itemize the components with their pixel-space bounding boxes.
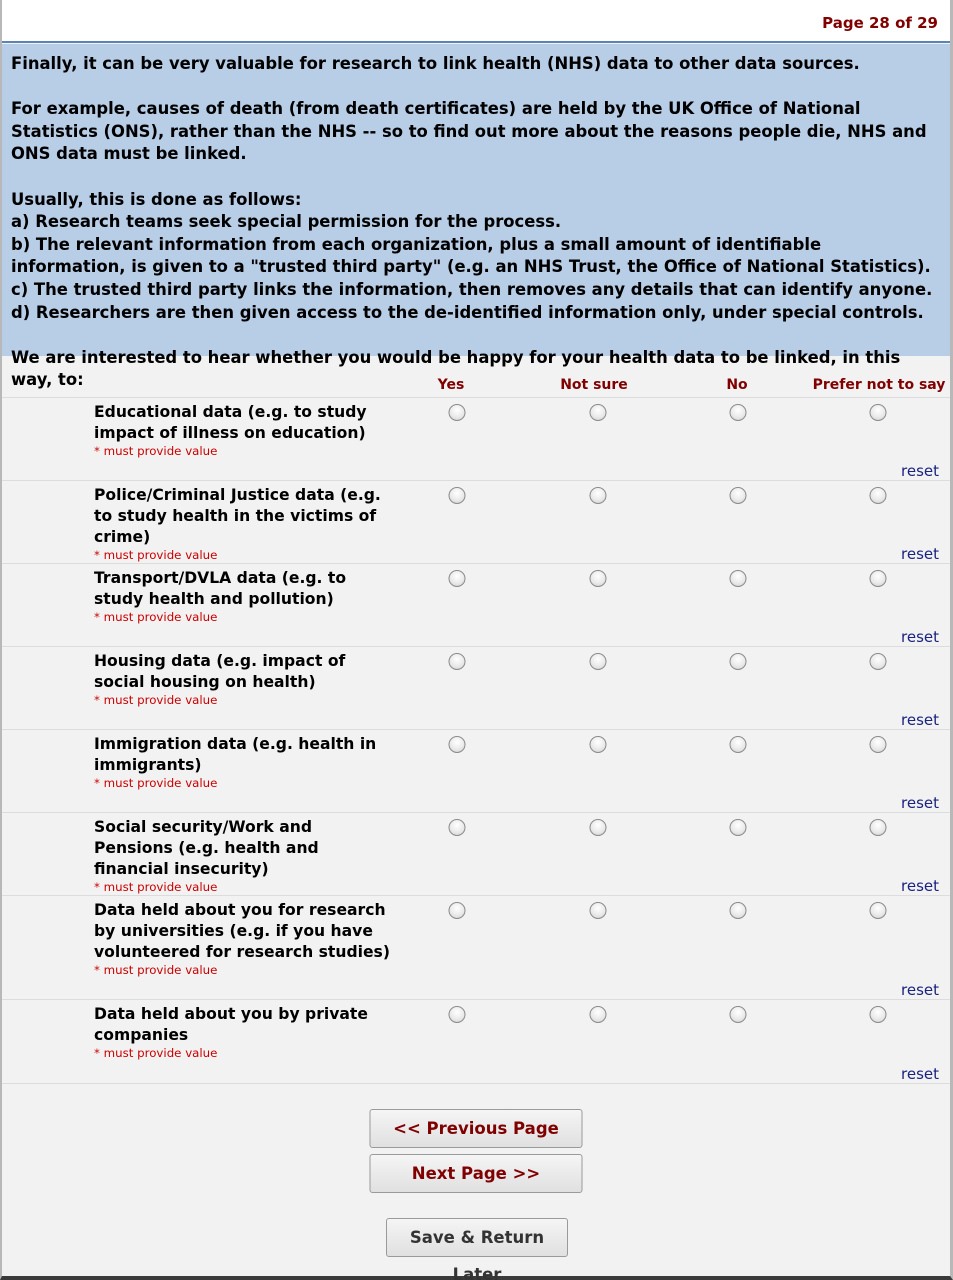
radio-yes[interactable] bbox=[449, 1006, 466, 1023]
radio-prefer-not-to-say[interactable] bbox=[870, 570, 887, 587]
intro-step-d: d) Researchers are then given access to the de-identified information only, under special controls. bbox=[11, 302, 924, 322]
next-page-button[interactable]: Next Page >> bbox=[370, 1154, 583, 1193]
question-text: Police/Criminal Justice data (e.g. to study health in the victims of crime) bbox=[94, 486, 381, 546]
question-label bbox=[94, 817, 394, 894]
question-label bbox=[94, 485, 394, 562]
save-return-later-button[interactable]: Save & Return Later bbox=[386, 1218, 568, 1257]
radio-prefer-not-to-say[interactable] bbox=[870, 736, 887, 753]
required-note: * must provide value bbox=[94, 776, 218, 790]
question-row bbox=[2, 1000, 950, 1084]
question-text: Data held about you for research by universities (e.g. if you have volunteered for research studies) bbox=[94, 901, 390, 961]
radio-prefer-not-to-say[interactable] bbox=[870, 487, 887, 504]
question-row bbox=[2, 398, 950, 481]
reset-link[interactable]: reset bbox=[901, 794, 939, 812]
intro-step-b: b) The relevant information from each organization, plus a small amount of identifiable information, is given to a "trusted third party" (e.g. an NHS Trust, the Office of National Statistics). bbox=[11, 234, 931, 277]
question-text: Social security/Work and Pensions (e.g. health and financial insecurity) bbox=[94, 818, 319, 878]
radio-no[interactable] bbox=[730, 653, 747, 670]
radio-no[interactable] bbox=[730, 902, 747, 919]
question-text: Immigration data (e.g. health in immigrants) bbox=[94, 735, 377, 774]
page-counter: Page 28 of 29 bbox=[822, 14, 938, 32]
question-row bbox=[2, 647, 950, 730]
question-row bbox=[2, 813, 950, 896]
column-header-yes: Yes bbox=[437, 377, 465, 393]
radio-yes[interactable] bbox=[449, 902, 466, 919]
question-label bbox=[94, 651, 394, 707]
radio-not-sure[interactable] bbox=[590, 736, 607, 753]
question-row bbox=[2, 564, 950, 647]
radio-no[interactable] bbox=[730, 1006, 747, 1023]
top-bar bbox=[2, 0, 950, 43]
radio-prefer-not-to-say[interactable] bbox=[870, 902, 887, 919]
required-note: * must provide value bbox=[94, 880, 218, 894]
radio-not-sure[interactable] bbox=[590, 404, 607, 421]
reset-link[interactable]: reset bbox=[901, 711, 939, 729]
question-text: Transport/DVLA data (e.g. to study health and pollution) bbox=[94, 569, 347, 608]
required-note: * must provide value bbox=[94, 1046, 218, 1060]
intro-step-a: a) Research teams seek special permission for the process. bbox=[11, 212, 562, 232]
column-header-not-sure: Not sure bbox=[560, 377, 628, 393]
intro-step-c: c) The trusted third party links the information, then removes any details that can identify anyone. bbox=[11, 279, 933, 299]
question-row bbox=[2, 481, 950, 564]
required-note: * must provide value bbox=[94, 548, 218, 562]
radio-no[interactable] bbox=[730, 736, 747, 753]
radio-no[interactable] bbox=[730, 819, 747, 836]
intro-paragraph-2: For example, causes of death (from death certificates) are held by the UK Office of National Statistics (ONS), rather than the NHS -- so to find out more about the reasons people die, NHS and ONS data must be linked. bbox=[11, 99, 927, 164]
required-note: * must provide value bbox=[94, 963, 218, 977]
question-row bbox=[2, 730, 950, 813]
radio-not-sure[interactable] bbox=[590, 819, 607, 836]
radio-yes[interactable] bbox=[449, 736, 466, 753]
radio-not-sure[interactable] bbox=[590, 487, 607, 504]
radio-not-sure[interactable] bbox=[590, 570, 607, 587]
required-note: * must provide value bbox=[94, 693, 218, 707]
question-text: Educational data (e.g. to study impact of illness on education) bbox=[94, 403, 367, 442]
radio-yes[interactable] bbox=[449, 653, 466, 670]
question-label bbox=[94, 568, 394, 624]
intro-paragraph-1: Finally, it can be very valuable for research to link health (NHS) data to other data sources. bbox=[11, 54, 860, 73]
radio-yes[interactable] bbox=[449, 404, 466, 421]
radio-no[interactable] bbox=[730, 570, 747, 587]
reset-link[interactable]: reset bbox=[901, 545, 939, 563]
radio-prefer-not-to-say[interactable] bbox=[870, 653, 887, 670]
radio-not-sure[interactable] bbox=[590, 902, 607, 919]
reset-link[interactable]: reset bbox=[901, 877, 939, 895]
radio-not-sure[interactable] bbox=[590, 1006, 607, 1023]
question-label bbox=[94, 1004, 394, 1060]
previous-page-button[interactable]: << Previous Page bbox=[370, 1109, 583, 1148]
column-header-no: No bbox=[726, 377, 748, 393]
radio-no[interactable] bbox=[730, 487, 747, 504]
radio-yes[interactable] bbox=[449, 570, 466, 587]
intro-paragraph-3: Usually, this is done as follows: bbox=[11, 189, 302, 209]
matrix-header bbox=[2, 356, 950, 398]
intro-paragraph-4: We are interested to hear whether you would be happy for your health data to be linked, in this way, to: bbox=[11, 347, 901, 390]
reset-link[interactable]: reset bbox=[901, 462, 939, 480]
question-label bbox=[94, 402, 394, 458]
radio-yes[interactable] bbox=[449, 487, 466, 504]
reset-link[interactable]: reset bbox=[901, 628, 939, 646]
question-label bbox=[94, 734, 394, 790]
question-row bbox=[2, 896, 950, 1000]
radio-yes[interactable] bbox=[449, 819, 466, 836]
required-note: * must provide value bbox=[94, 610, 218, 624]
reset-link[interactable]: reset bbox=[901, 981, 939, 999]
radio-prefer-not-to-say[interactable] bbox=[870, 1006, 887, 1023]
radio-prefer-not-to-say[interactable] bbox=[870, 819, 887, 836]
question-text: Data held about you by private companies bbox=[94, 1005, 368, 1044]
radio-prefer-not-to-say[interactable] bbox=[870, 404, 887, 421]
column-header-prefer-not-to-say: Prefer not to say bbox=[812, 377, 946, 393]
question-text: Housing data (e.g. impact of social housing on health) bbox=[94, 652, 346, 691]
reset-link[interactable]: reset bbox=[901, 1065, 939, 1083]
required-note: * must provide value bbox=[94, 444, 218, 458]
radio-no[interactable] bbox=[730, 404, 747, 421]
question-label bbox=[94, 900, 394, 977]
radio-not-sure[interactable] bbox=[590, 653, 607, 670]
